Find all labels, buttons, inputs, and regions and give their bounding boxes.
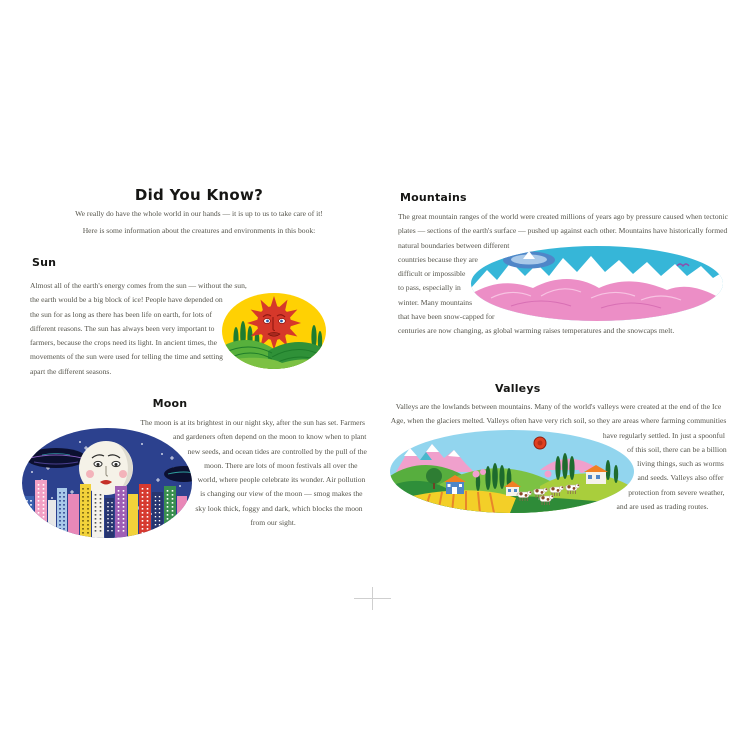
moon-heading: Moon <box>152 397 188 410</box>
intro-line-1: We really do have the whole world in our hands — it is up to us to take care of it! <box>75 209 323 218</box>
sun-illustration <box>222 293 326 369</box>
page-title: Did You Know? <box>134 186 264 204</box>
sun-heading: Sun <box>32 256 57 269</box>
sun-body-text: Almost all of the earth's energy comes from the sun — without the sun, the earth would be a big block of ice! People have depended on the sun for as long as there has been life on earth, for lots of different reasons. The sun has always been very important to farmers, because the crops need its light. In ancient times, the movements of the sun were used for telling the time and setting apart the different seasons. <box>30 281 247 376</box>
valleys-illustration <box>390 430 634 513</box>
intro-line-2: Here is some information about the creatures and environments in this book: <box>82 226 316 235</box>
mountains-illustration <box>471 246 723 321</box>
mountains-heading: Mountains <box>400 191 467 204</box>
moon-illustration <box>22 428 192 538</box>
intro-text <box>30 205 368 239</box>
smog-cloud-icon <box>26 448 86 468</box>
valleys-heading: Valleys <box>495 382 541 395</box>
valleys-body-text: Valleys are the lowlands between mountains. Many of the world's valleys were created at the end of the Ice Age, when the glaciers melted. Valleys often have very rich soil, so they are areas where farming communities have regularly settled. In just a spoonful of this soil, there can be a billion living things, such as worms and seeds. Valleys also offer protection from severe weather, and are used as trading routes. <box>390 402 727 512</box>
registration-mark <box>372 587 373 610</box>
mountains-body-text: The great mountain ranges of the world were created millions of years ago by pressure caused when tectonic plates — sections of the earth's surface — pushed up against each other. Mountains have historically formed natural boundaries between different countries because they are difficult or impossible to pass, especially in winter. Many mountains that have been snow-capped for centuries are now changing, as global warming raises temperatures and the snowcaps melt. <box>398 212 728 336</box>
moon-body-text: The moon is at its brightest in our night sky, after the sun has set. Farmers and gardeners often depend on the moon to know when to plant new seeds, and ocean tides are controlled by the pull of the moon. There are lots of moon festivals all over the world, where people celebrate its wonder. Air pollution is changing our view of the moon — smog makes the sky look thick, foggy and dark, which blocks the moon from our sight. <box>140 418 367 528</box>
round-tree-icon <box>426 468 442 484</box>
